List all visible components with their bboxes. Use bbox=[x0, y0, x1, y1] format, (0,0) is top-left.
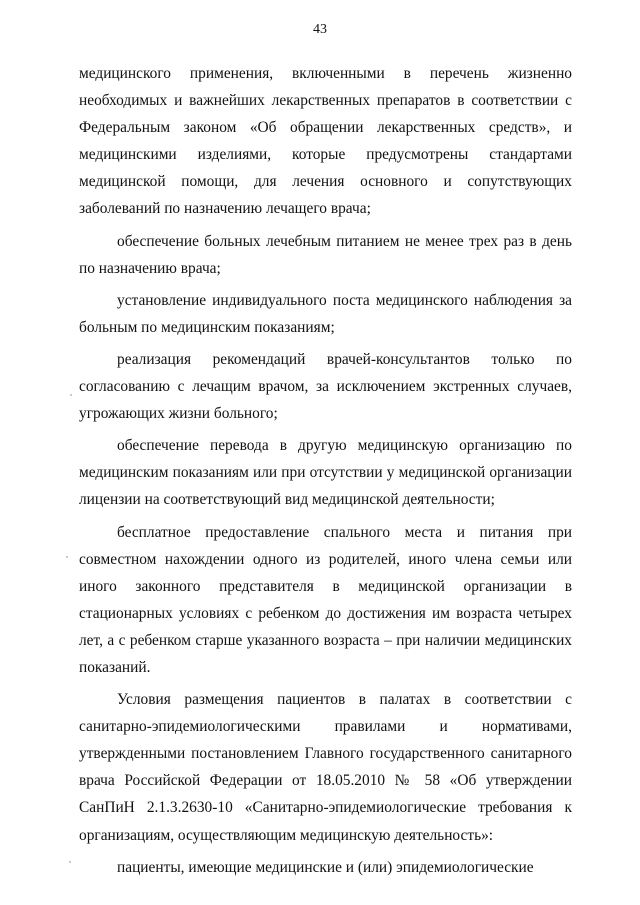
paragraph-patients-indications: пациенты, имеющие медицинские и (или) эпидемиологические bbox=[117, 858, 534, 876]
paragraph-individual-monitoring-post: установление индивидуального поста медицинского наблюдения за больным по медицинским показаниям; bbox=[79, 291, 572, 336]
paragraph-patient-transfer: обеспечение перевода в другую медицинскую организацию по медицинским показаниям или при отсутствии у медицинской организации лицензии на соответствующий вид медицинской деятельности; bbox=[79, 437, 572, 509]
paragraph-clinical-nutrition: обеспечение больных лечебным питанием не менее трех раз в день по назначению врача; bbox=[79, 232, 572, 277]
page-number: 43 bbox=[313, 22, 327, 37]
paragraph-medicines-continuation: медицинского применения, включенными в перечень жизненно необходимых и важнейших лекарственных препаратов в соответствии с Федеральным законом «Об обращении лекарственных средств», и медицинскими изделиями, которые предусмотрены стандартами медицинской помощи, для лечения основного и сопутствующих заболеваний по назначению лечащего врача; bbox=[79, 65, 572, 218]
paragraph-consultant-recommendations: реализация рекомендаций врачей-консультантов только по согласованию с лечащим врачом, за исключением экстренных случаев, угрожающих жизни больного; bbox=[79, 350, 572, 423]
scan-speck bbox=[69, 861, 71, 863]
paragraph-ward-conditions: Условия размещения пациентов в палатах в соответствии с санитарно-эпидемиологическими правилами и нормативами, утвержденными постановлением Главного государственного санитарного врача Российской Федерации от 18.05.2010 № 58 «Об утверждении СанПиН 2.1.3.2630-10 «Санитарно-эпидемиологические требования к организациям, осуществляющим медицинскую деятельность»: bbox=[79, 691, 572, 844]
scan-speck bbox=[70, 394, 72, 396]
scan-speck bbox=[66, 556, 68, 558]
paragraph-parent-accommodation: бесплатное предоставление спального места и питания при совместном нахождении одного из родителей, иного члена семьи или иного законного представителя в медицинской организации в стационарных условиях с ребенком до достижения им возраста четырех лет, а с ребенком старше указанного возраста – при наличии медицинских показаний. bbox=[79, 523, 572, 676]
body-text bbox=[79, 60, 572, 886]
